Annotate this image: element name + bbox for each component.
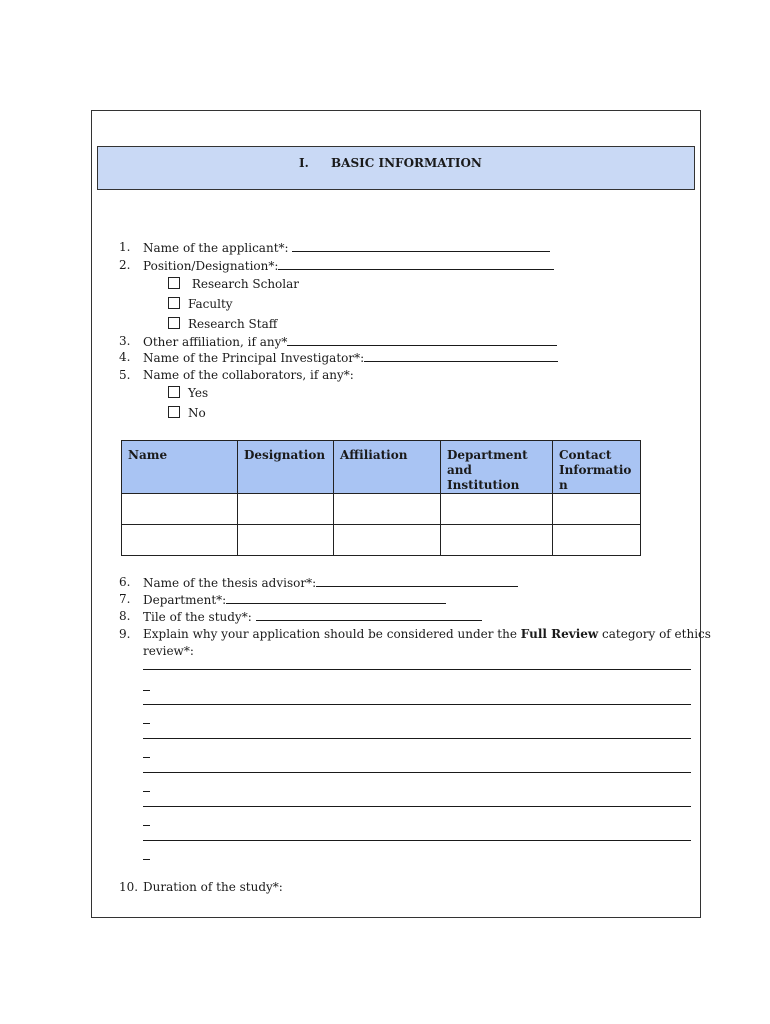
option-label: Yes xyxy=(188,386,209,400)
other-affiliation-field[interactable] xyxy=(143,334,557,349)
checkbox-icon[interactable] xyxy=(168,386,180,398)
study-title-label: Tile of the study*: xyxy=(143,610,256,624)
answer-line xyxy=(143,806,691,807)
answer-line xyxy=(143,859,150,860)
table-cell[interactable] xyxy=(238,525,334,556)
option-label: No xyxy=(188,406,206,420)
option-faculty[interactable] xyxy=(168,297,233,311)
table-cell[interactable] xyxy=(553,494,641,525)
answer-line xyxy=(143,825,150,826)
column-header: Contact Informatio n xyxy=(553,441,641,494)
question-text-line2: review*: xyxy=(143,644,194,658)
principal-investigator-field[interactable] xyxy=(143,350,558,365)
table-cell[interactable] xyxy=(122,525,238,556)
checkbox-icon[interactable] xyxy=(168,317,180,329)
item-number: 9. xyxy=(119,627,131,641)
table-cell[interactable] xyxy=(334,494,441,525)
item-number: 2. xyxy=(119,258,131,272)
principal-investigator-label: Name of the Principal Investigator*: xyxy=(143,351,365,365)
answer-line xyxy=(143,669,691,670)
checkbox-icon[interactable] xyxy=(168,406,180,418)
answer-line xyxy=(143,723,150,724)
checkbox-icon[interactable] xyxy=(168,277,180,289)
designation-label: Position/Designation*: xyxy=(143,259,279,273)
table-cell[interactable] xyxy=(441,494,553,525)
answer-line xyxy=(143,791,150,792)
item-number: 6. xyxy=(119,575,131,589)
answer-line xyxy=(143,757,150,758)
item-number: 1. xyxy=(119,240,131,254)
question-text: category of ethics xyxy=(598,627,711,641)
column-header: Designation xyxy=(238,441,334,494)
item-number: 8. xyxy=(119,609,131,623)
column-header: Name xyxy=(122,441,238,494)
table-cell[interactable] xyxy=(238,494,334,525)
table-cell[interactable] xyxy=(122,494,238,525)
section-title: BASIC INFORMATION xyxy=(331,156,482,170)
item-number: 5. xyxy=(119,368,131,382)
answer-line xyxy=(143,690,150,691)
option-research-scholar[interactable] xyxy=(168,277,299,291)
department-field[interactable] xyxy=(143,592,446,607)
item-number: 3. xyxy=(119,334,131,348)
department-label: Department*: xyxy=(143,593,227,607)
study-title-field[interactable] xyxy=(143,609,482,624)
table-cell[interactable] xyxy=(334,525,441,556)
answer-line xyxy=(143,738,691,739)
table-row xyxy=(122,494,641,525)
table-row xyxy=(122,525,641,556)
thesis-advisor-label: Name of the thesis advisor*: xyxy=(143,576,317,590)
answer-line xyxy=(143,772,691,773)
table-cell[interactable] xyxy=(441,525,553,556)
other-affiliation-label: Other affiliation, if any* xyxy=(143,335,288,349)
applicant-name-field[interactable] xyxy=(143,240,550,255)
item-number: 7. xyxy=(119,592,131,606)
item-number: 4. xyxy=(119,350,131,364)
full-review-question xyxy=(143,627,711,641)
question-text: Explain why your application should be considered under the xyxy=(143,627,521,641)
question-emphasis: Full Review xyxy=(520,627,599,641)
answer-line xyxy=(143,704,691,705)
thesis-advisor-field[interactable] xyxy=(143,575,518,590)
option-research-staff[interactable] xyxy=(168,317,277,331)
section-header xyxy=(97,146,695,190)
answer-line xyxy=(143,840,691,841)
option-label: Faculty xyxy=(188,297,233,311)
table-cell[interactable] xyxy=(553,525,641,556)
option-yes[interactable] xyxy=(168,386,208,400)
checkbox-icon[interactable] xyxy=(168,297,180,309)
column-header: Affiliation xyxy=(334,441,441,494)
item-number: 10. xyxy=(119,880,139,894)
study-duration-label: Duration of the study*: xyxy=(143,880,283,894)
collaborators-label: Name of the collaborators, if any*: xyxy=(143,368,354,382)
section-numeral: I. xyxy=(299,156,309,170)
option-no[interactable] xyxy=(168,406,206,420)
collaborators-table xyxy=(121,440,641,556)
table-header-row xyxy=(122,441,641,494)
column-header: Department and Institution xyxy=(441,441,553,494)
designation-field[interactable] xyxy=(143,258,554,273)
option-label: Research Scholar xyxy=(191,277,300,291)
option-label: Research Staff xyxy=(188,317,278,331)
applicant-name-label: Name of the applicant*: xyxy=(143,241,293,255)
